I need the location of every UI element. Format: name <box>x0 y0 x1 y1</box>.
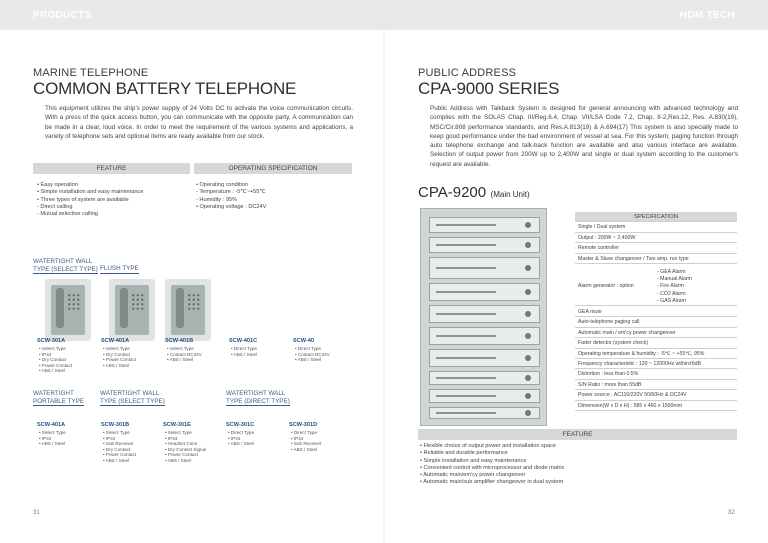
spec-item: • Select Type <box>167 346 194 351</box>
list-item: • Automatic main/sub amplifier changeover in dual system <box>420 479 564 486</box>
spec-item: • Power Contact <box>103 452 137 457</box>
table-row: Master & Slave changeover / Two amp. run type <box>575 254 737 264</box>
group-title-line: TYPE (DIRECT TYPE) <box>226 397 290 405</box>
table-row: Auto-telephone paging call <box>575 317 737 327</box>
left-description: This equipment utilizes the ship's power supply of 24 Volts DC to activate the voice communication circuits. With a press of the quick access button, you can communicate with the opposite party. A communication can be made in a clear, loud voice. In order to meet the requirement of the various systems and applications, a variety of telephone sets and optional items are ready available from our stock. <box>45 105 353 140</box>
phone-image <box>165 279 211 341</box>
section-label: PRODUCTS <box>33 10 92 21</box>
spec-item: • Select Type <box>103 346 130 351</box>
model-specs <box>165 430 206 463</box>
spec-header: SPECIFICATION <box>575 212 737 222</box>
list-item: - GAS Alram <box>657 297 686 304</box>
spec-item: • Direct Type <box>291 430 318 435</box>
list-item: • Simple installation and easy maintenance <box>420 457 527 464</box>
spec-item: • IP44 <box>165 435 178 441</box>
spec-item: • Dry Contact <box>103 446 131 452</box>
spec-item: • IP44 <box>39 351 52 357</box>
list-item: • Convenient control with microprocessor and diode matrix <box>420 464 565 471</box>
table-row: S/N Ratio : more than 55dB <box>575 380 737 390</box>
spec-item: • IP44 <box>291 435 304 441</box>
table-row: Automatic main / em'cy power changeover <box>575 328 737 338</box>
group-title <box>100 390 165 406</box>
group-title-line: WATERTIGHT WALL <box>100 390 160 397</box>
product-title: CPA-9200 <box>418 184 487 201</box>
spec-table <box>575 212 737 264</box>
opspec-list <box>196 182 266 211</box>
table-row: Output : 200W ~ 2,400W <box>575 233 737 243</box>
model-specs <box>39 430 66 447</box>
spec-item: • ABS / Steel <box>39 368 66 373</box>
group-title-line: TYPE (SELECT TYPE) <box>33 265 98 273</box>
table-row: Power source : AC110/220V 50/60Hz & DC24V <box>575 390 737 400</box>
top-bar <box>0 0 768 30</box>
list-item: • Operating voltage : DC24V <box>196 203 267 210</box>
spec-item: • Direct Type <box>231 346 258 351</box>
feature-list <box>37 182 143 218</box>
right-feature-header: FEATURE <box>418 429 737 440</box>
list-item: • Operating condition <box>196 182 249 188</box>
spec-table-cont <box>575 307 737 411</box>
spec-item: • IP44 <box>39 435 52 441</box>
spec-item: • ABS / Steel <box>295 357 322 362</box>
model-name: SCW-401C <box>229 338 258 344</box>
spec-item: • Contact DC24V <box>295 351 330 357</box>
model-specs <box>167 346 202 363</box>
spec-item: • Select Type <box>39 346 66 351</box>
list-item: • Automatic main/em'cy power changeover <box>420 472 526 479</box>
alarm-label: Alarm generator : option <box>578 283 634 289</box>
spec-item: • ABS / Steel <box>39 441 66 446</box>
left-title: COMMON BATTERY TELEPHONE <box>33 79 297 98</box>
spec-item: • Dry Contact <box>39 357 67 362</box>
group-title <box>33 258 98 274</box>
right-category: PUBLIC ADDRESS <box>418 67 517 79</box>
spec-item: • Power Contact <box>103 357 137 362</box>
model-name: SCW-301B <box>101 422 130 428</box>
page-number: 31 <box>33 510 40 516</box>
model-specs <box>103 346 136 368</box>
table-row: Dimension(W x D x H) : 585 x 460 x 1500mm <box>575 401 737 411</box>
table-row: Operating temperature & humidity : -5℃ ~ +55℃, 95% <box>575 349 737 359</box>
list-item: • Simple installation and easy maintenance <box>37 189 144 196</box>
model-name: SCW-401A <box>101 338 130 344</box>
model-specs <box>103 430 136 463</box>
table-row: Remote controller <box>575 243 737 253</box>
list-item: • Three types of system are available <box>37 196 129 203</box>
list-item: - Direct calling <box>37 203 73 210</box>
spec-item: • ABS / Steel <box>228 441 255 446</box>
spec-item: • Sub Receiver <box>291 441 322 446</box>
group-title-line: WATERTIGHT WALL <box>33 258 93 265</box>
model-specs <box>231 346 257 357</box>
spec-item: • ABS / Steel <box>165 457 192 463</box>
spec-item: • Power Contact <box>165 452 199 457</box>
spec-item: • Dry Contact <box>103 351 131 357</box>
model-name: SCW-301A <box>37 338 66 344</box>
spec-item: • ABS / Steel <box>103 457 130 463</box>
model-name: SCW-401B <box>165 338 194 344</box>
spec-item: • IP44 <box>228 435 241 441</box>
list-item: - GEA Alarm <box>657 269 686 275</box>
model-name: SCW-301E <box>163 422 191 428</box>
model-specs <box>228 430 254 447</box>
list-item: - Temperature : -5℃~+55℃ <box>196 189 266 196</box>
spec-item: • IP44 <box>103 435 116 441</box>
spec-item: • Sub Receiver <box>103 441 134 446</box>
spec-item: • Select Type <box>103 430 130 435</box>
phone-image <box>109 279 155 341</box>
list-item: - Fire Alarm <box>657 283 684 290</box>
right-description: Public Address with Talkback System is designed for general announcing with advanced technology and complies with the SOLAS Chap. III/Reg.6.4, Chap. VII/LSA Code 7.2, Chap. II-2,Res.12, Res. A.830(19), MSC/Cir.808 performance standards, and Res.A.813(19) & A.694(17) This system is also specially made to keep good performance under the bad environment of vessel at sea. For this system, paging function through auto telephone exchange and talk-back function are available and also various interface are available. Selection of output power from 200W up to 2,400W and single or dual system according to the customer's request are available. <box>430 105 738 168</box>
right-title: CPA-9000 SERIES <box>418 79 560 98</box>
spec-item: • Select Type <box>39 430 66 435</box>
group-title: FLUSH TYPE <box>100 265 139 272</box>
model-specs <box>291 430 321 452</box>
main-unit-image <box>420 208 547 426</box>
group-title-line: TYPE (SELECT TYPE) <box>100 397 165 405</box>
list-item: - CO2 Alarm <box>657 290 686 297</box>
product-subtitle: (Main Unit) <box>490 190 530 199</box>
page-gutter <box>383 30 385 543</box>
list-item: • Reliable and durable performance <box>420 450 508 457</box>
spec-item: • ABS / Steel <box>231 351 258 357</box>
spec-item: • ABS / Steel <box>291 446 318 452</box>
phone-image <box>45 279 91 341</box>
group-title-line: WATERTIGHT WALL <box>226 390 286 397</box>
alarm-list <box>657 269 692 305</box>
spec-item: • Contact DC24V <box>167 351 202 357</box>
right-feature-list <box>420 443 564 487</box>
model-name: SCW-401A <box>37 422 66 428</box>
group-title-line: PORTABLE TYPE <box>33 397 85 405</box>
brand-label: HDM TECH <box>679 10 735 21</box>
model-specs <box>39 346 72 374</box>
model-name: SCW-301C <box>226 422 255 428</box>
list-item: • Flexible choice of output power and installation space <box>420 443 556 449</box>
spec-item: • Direct Type <box>228 430 255 435</box>
spec-item: • Select Type <box>165 430 192 435</box>
table-row: Frequency characteristic : 120 ~ 12000Hz within±6dB <box>575 359 737 369</box>
spec-item: • ABS / Steel <box>103 362 130 368</box>
table-row: GEA mute <box>575 307 737 317</box>
list-item: - Mutual selective calling <box>37 211 98 218</box>
group-title <box>33 390 84 406</box>
model-name: SCW-40 <box>293 338 315 344</box>
model-name: SCW-301D <box>289 422 318 428</box>
model-specs <box>295 346 330 363</box>
table-row: Distortion : less than 0.5% <box>575 369 737 379</box>
list-item: - Humidity : 95% <box>196 196 238 203</box>
feature-header: FEATURE <box>33 163 190 174</box>
table-row: Fader detector (system check) <box>575 338 737 348</box>
spec-item: • ABS / Steel <box>167 357 194 362</box>
product-heading <box>418 184 530 202</box>
spec-item: • Power Contact <box>39 362 73 368</box>
list-item: • Easy operation <box>37 182 78 188</box>
spec-item: • Dry Contact Signal <box>165 446 207 452</box>
group-title <box>226 390 290 406</box>
table-row: Single / Dual system <box>575 222 737 232</box>
page-number: 32 <box>728 510 735 516</box>
opspec-header: OPERATING SPECIFICATION <box>194 163 352 174</box>
spec-item: • Headset Conn <box>165 441 198 446</box>
group-title-line: WATERTIGHT <box>33 390 74 397</box>
left-category: MARINE TELEPHONE <box>33 67 149 79</box>
alarm-row <box>575 268 737 306</box>
list-item: - Manual Alarm <box>657 276 692 283</box>
spec-item: • Direct Type <box>295 346 322 351</box>
